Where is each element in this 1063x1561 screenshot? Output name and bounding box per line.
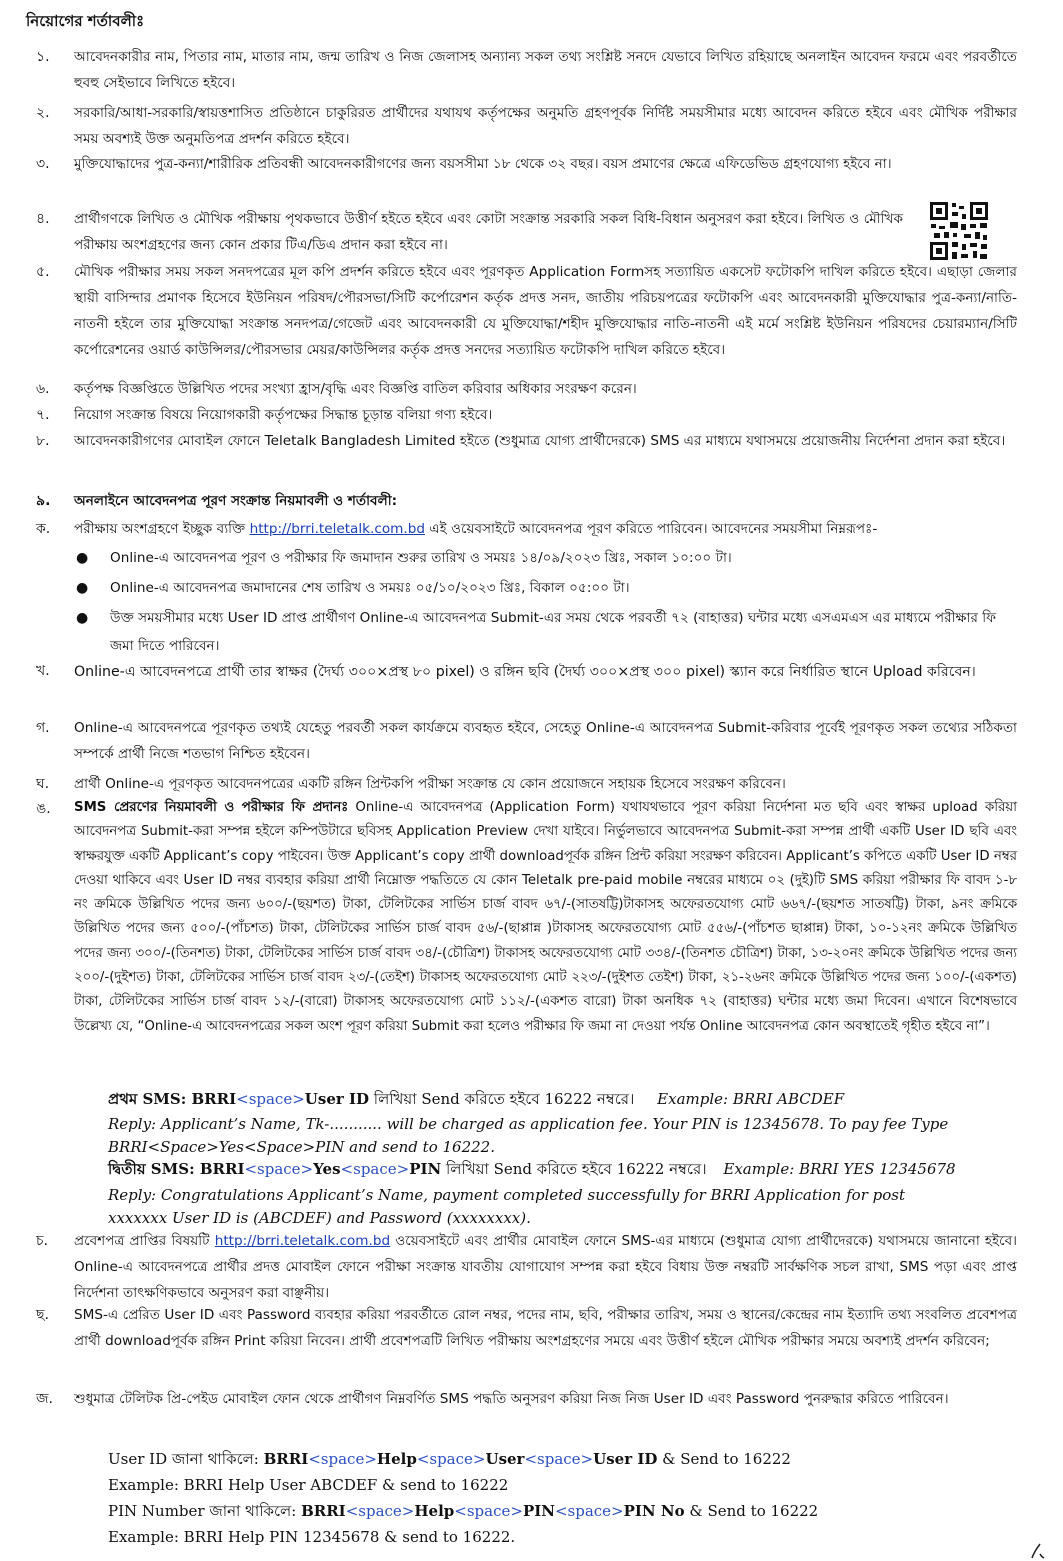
space-tag: <space> xyxy=(236,1090,305,1108)
item-number: ছ. xyxy=(36,1307,49,1323)
sms-keyword: PIN xyxy=(409,1160,442,1178)
item-text: Online-এ আবেদনপত্রে পূরণকৃত তথ্যই যেহেতু পরবর্তী সকল কার্যক্রমে ব্যবহৃত হইবে, সেহেতু Online-এ আবেদনপত্র Submit-করিবার পূর্বেই পূরণকৃত সকল তথ্যের সঠিকতা সম্পর্কে প্রার্থী নিজে শতভাগ নিশ্চিত হইবেন। xyxy=(74,720,1017,762)
item-text-part: ওয়েবসাইটে এবং প্রার্থীর মোবাইল ফোনে SMS-এর মাধ্যমে (শুধুমাত্র যোগ্য প্রার্থীদেরকে) যথাসময়ে জানানো হইবে। Online-এ আবেদনপত্রে প্রার্থীর প্রদত্ত মোবাইল ফোনে পরীক্ষা সংক্রান্ত যাবতীয় যোগাযোগ সম্পন্ন করা হইবে বিধায় উক্ত নম্বরটি সার্বক্ষণিক সচল রাখা, SMS পড়া এবং প্রাপ্ত নির্দেশনা তাৎক্ষণিকভাবে অনুসরণ করা বাঞ্ছনীয়। xyxy=(74,1233,1018,1301)
item-text: Online-এ আবেদনপত্রে প্রার্থী তার স্বাক্ষর (দৈর্ঘ্য ৩০০×প্রস্থ ৮০ pixel) ও রঙ্গিন ছবি (দৈর্ঘ্য ৩০০×প্রস্থ ৩০০ pixel) স্ক্যান করে নির্ধারিত স্থানে Upload করিবেন। xyxy=(74,664,976,680)
item-number: ৫. xyxy=(36,264,50,280)
sms-keyword: User ID xyxy=(593,1450,658,1468)
sms-rules-title: SMS প্রেরণের নিয়মাবলী ও পরীক্ষার ফি প্রদানঃ xyxy=(74,800,349,815)
item-text: প্রার্থীগণকে লিখিত ও মৌখিক পরীক্ষায় পৃথকভাবে উত্তীর্ণ হইতে হইবে এবং কোটা সংক্রান্ত সরকারি সকল বিধি-বিধান অনুসরণ করা হইবে। লিখিত ও মৌখিক পরীক্ষায় অংশগ্রহণের জন্য কোন প্রকার টিএ/ডিএ প্রদান করা হইবে না। xyxy=(74,211,903,253)
section-title: অনলাইনে আবেদনপত্র পূরণ সংক্রান্ত নিয়মাবলী ও শর্তাবলী: xyxy=(74,493,398,509)
space-tag: <space> xyxy=(454,1502,523,1520)
item-text: শুধুমাত্র টেলিটক প্রি-পেইড মোবাইল ফোন থেকে প্রার্থীগণ নিম্নবর্ণিত SMS পদ্ধতি অনুসরণ করিয়া নিজ নিজ User ID এবং Password পুনরুদ্ধার করিতে পারিবেন। xyxy=(74,1391,949,1407)
signature-mark-icon xyxy=(1028,1540,1048,1560)
qr-code-icon xyxy=(928,200,990,262)
first-sms-reply: Reply: Applicant’s Name, Tk-........... will be charged as application fee. Your PIN is 12345678. To pay fee Type BRRI<Space>Yes<Space>PIN and send to 16222. xyxy=(108,1115,949,1156)
item-number: গ. xyxy=(36,720,50,736)
item-number: ১. xyxy=(36,49,50,65)
recovery-pin-line xyxy=(108,1500,1023,1523)
bullet-text: Online-এ আবেদনপত্র জমাদানের শেষ তারিখ ও সময়ঃ ০৫/১০/২০২৩ খ্রিঃ, বিকাল ০৫:০০ টা। xyxy=(110,580,630,596)
sms-keyword: User ID xyxy=(304,1090,370,1108)
recovery-example: Example: BRRI Help PIN 12345678 & send to 16222. xyxy=(108,1528,516,1546)
sms-keyword: PIN xyxy=(522,1502,555,1520)
bullet-icon: ● xyxy=(76,580,89,596)
recovery-label: PIN Number জানা থাকিলে: xyxy=(108,1502,302,1520)
item-text: SMS-এ প্রেরিত User ID এবং Password ব্যবহার করিয়া পরবর্তীতে রোল নম্বর, পদের নাম, ছবি, পরীক্ষার তারিখ, সময় ও স্থানের/কেন্দ্রের নাম ইত্যাদি তথ্য সংবলিত প্রবেশপত্র প্রার্থী downloadপূর্বক রঙ্গিন Print করিয়া নিবেন। প্রার্থী প্রবেশপত্রটি লিখিত পরীক্ষায় অংশগ্রহণের সময়ে এবং উত্তীর্ণ হইলে মৌখিক পরীক্ষার সময়ে অবশ্যই প্রদর্শন করিবেন; xyxy=(74,1307,1017,1349)
item-text xyxy=(74,1228,1017,1306)
item-number: ৯. xyxy=(36,493,51,509)
second-sms-reply: Reply: Congratulations Applicant’s Name, payment completed successfully for BRRI Application for post xxxxxxx User ID is (ABCDEF) and Password (xxxxxxxx). xyxy=(108,1186,905,1227)
item-text: আবেদনকারীর নাম, পিতার নাম, মাতার নাম, জন্ম তারিখ ও নিজ জেলাসহ অন্যান্য সকল তথ্য সংশ্লিষ্ট সনদে যেভাবে লিখিত রহিয়াছে অনলাইন আবেদন ফরমে এবং পরবর্তীতে হুবহু সেইভাবে লিখিতে হইবে। xyxy=(74,49,1017,91)
sms-instruction: লিখিয়া Send করিতে হইবে 16222 নম্বরে। xyxy=(441,1160,707,1178)
space-tag: <space> xyxy=(308,1450,377,1468)
item-text: নিয়োগ সংক্রান্ত বিষয়ে নিয়োগকারী কর্তৃপক্ষের সিদ্ধান্ত চূড়ান্ত বলিয়া গণ্য হইবে। xyxy=(74,407,493,423)
item-number: খ. xyxy=(36,663,50,679)
item-number: ক. xyxy=(36,521,51,537)
space-tag: <space> xyxy=(345,1502,415,1520)
page-title: নিয়োগের শর্তাবলীঃ xyxy=(26,12,145,30)
bullet-text: Online-এ আবেদনপত্র পূরণ ও পরীক্ষার ফি জমাদান শুরুর তারিখ ও সময়ঃ ১৪/০৯/২০২৩ খ্রিঃ, সকাল ১০:০০ টা। xyxy=(110,550,732,566)
item-text: মুক্তিযোদ্ধাদের পুত্র-কন্যা/শারীরিক প্রতিবন্ধী আবেদনকারীগণের জন্য বয়সসীমা ১৮ থেকে ৩২ বছর। বয়স প্রমাণের ক্ষেত্রে এফিডেভিড গ্রহণযোগ্য হইবে না। xyxy=(74,156,892,172)
recovery-label: User ID জানা থাকিলে: xyxy=(108,1450,264,1468)
sms-keyword: BRRI xyxy=(301,1502,346,1520)
bullet-icon: ● xyxy=(76,550,89,566)
second-sms-line xyxy=(108,1158,1023,1181)
second-sms-label: দ্বিতীয় SMS: BRRI xyxy=(108,1160,245,1178)
space-tag: <space> xyxy=(340,1160,410,1178)
item-number: ৬. xyxy=(36,381,50,397)
sms-keyword: User xyxy=(485,1450,525,1468)
bullet-text: উক্ত সময়সীমার মধ্যে User ID প্রাপ্ত প্রার্থীগণ Online-এ আবেদনপত্র Submit-এর সময় থেকে পরবর্তী ৭২ (বাহাত্তর) ঘন্টার মধ্যে এসএমএস এর মাধ্যমে পরীক্ষার ফি জমা দিতে পারিবেন। xyxy=(110,610,997,654)
first-sms-label: প্রথম SMS: BRRI xyxy=(108,1090,237,1108)
item-number: ৮. xyxy=(36,433,50,449)
item-text-part: Online-এ আবেদনপত্র (Application Form) যথাযথভাবে পূরণ করিয়া নির্দেশনা মত ছবি এবং স্বাক্ষর upload করিয়া আবেদনপত্র Submit-করা সম্পন্ন হইলে কম্পিউটারে ছবিসহ Application Preview দেখা যাইবে। নির্ভুলভাবে আবেদনপত্র Submit-করা সম্পন্ন প্রার্থী একটি User ID ছবি এবং স্বাক্ষরযুক্ত একটি Applicant’s copy পাইবেন। উক্ত Applicant’s copy প্রার্থী downloadপূর্বক রঙ্গিন প্রিন্ট করিয়া সংরক্ষণ করিবেন। Applicant’s কপিতে একটি User ID নম্বর দেওয়া থাকিবে এবং User ID নম্বর ব্যবহার করিয়া প্রার্থী নিম্নোক্ত পদ্ধতিতে যে কোন Teletalk pre-paid mobile নম্বরের মাধ্যমে ০২ (দুই)টি SMS করিয়া পরীক্ষার ফি বাবদ ১-৮ নং ক্রমিকে উল্লিখিত পদের জন্য ৬০০/-(ছয়শত) টাকা, টেলিটকের সার্ভিস চার্জ বাবদ ৬৭/-(সাতষট্টি)টাকাসহ অফেরতযোগ্য মোট ৬৬৭/-(ছয়শত সাতষট্টি) টাকা, ৯নং ক্রমিকে উল্লিখিত পদের জন্য ৫০০/-(পাঁচশত) টাকা, টেলিটকের সার্ভিস চার্জ বাবদ ৫৬/-(ছাপ্পান্ন )টাকাসহ অফেরতযোগ্য মোট ৫৫৬/-(পাঁচশত ছাপ্পান্ন) টাকা, ১০-১২নং ক্রমিকে উল্লিখিত পদের জন্য ৩০০/-(তিনশত) টাকা, টেলিটকের সার্ভিস চার্জ বাবদ ৩৪/-(চৌত্রিশ) টাকাসহ অফেরতযোগ্য মোট ৩৩৪/-(তিনশত চৌত্রিশ) টাকা, ১৩-২০নং ক্রমিকে উল্লিখিত পদের জন্য ২০০/-(দুইশত) টাকা, টেলিটকের সার্ভিস চার্জ বাবদ ২৩/-(তেইশ) টাকাসহ অফেরতযোগ্য মোট ২২৩/-(দুইশত তেইশ) টাকা, ২১-২৬নং ক্রমিকে উল্লিখিত পদের জন্য ১০০/-(একশত) টাকা, টেলিটকের সার্ভিস চার্জ বাবদ ১২/-(বারো) টাকাসহ অফেরতযোগ্য মোট ১১২/-(একশত বারো) টাকা অনধিক ৭২ (বাহাত্তর) ঘন্টার মধ্যে জমা দিবেন। এখানে বিশেষভাবে উল্লেখ্য যে, “Online-এ আবেদনপত্রের সকল অংশ পূরণ করিয়া Submit করা হলেও পরীক্ষার ফি জমা না দেওয়া পর্যন্ত Online আবেদনপত্র কোন অবস্থাতেই গৃহীত হইবে না”। xyxy=(74,800,1017,1034)
recovery-example: Example: BRRI Help User ABCDEF & send to 16222 xyxy=(108,1476,509,1494)
item-text xyxy=(74,516,1017,542)
item-number: ৪. xyxy=(36,211,50,227)
item-text: সরকারি/আধা-সরকারি/স্বায়ত্তশাসিত প্রতিষ্ঠানে চাকুরিরত প্রার্থীদের যথাযথ কর্তৃপক্ষের অনুমতি গ্রহণপূর্বক নির্দিষ্ট সময়সীমার মধ্যে আবেদন করিতে হইবে এবং মৌখিক পরীক্ষার সময় অবশ্যই উক্ত অনুমতিপত্র প্রদর্শন করিতে হইবে। xyxy=(74,105,1017,147)
space-tag: <space> xyxy=(554,1502,624,1520)
website-link[interactable]: http://brri.teletalk.com.bd xyxy=(214,1233,391,1249)
website-link[interactable]: http://brri.teletalk.com.bd xyxy=(249,521,425,537)
item-text-part: পরীক্ষায় অংশগ্রহণে ইচ্ছুক ব্যক্তি xyxy=(74,521,250,537)
item-number: ঙ. xyxy=(36,801,51,817)
sms-example: Example: BRRI ABCDEF xyxy=(657,1090,845,1108)
space-tag: <space> xyxy=(244,1160,314,1178)
item-text-part: এই ওয়েবসাইটে আবেদনপত্র পূরণ করিতে পারিবেন। আবেদনের সময়সীমা নিম্নরূপঃ- xyxy=(424,521,878,537)
sms-example: Example: BRRI YES 12345678 xyxy=(723,1160,956,1178)
sms-keyword: Yes xyxy=(313,1160,341,1178)
item-text-part: প্রবেশপত্র প্রাপ্তির বিষয়টি xyxy=(74,1233,215,1249)
sms-instruction: & Send to 16222 xyxy=(657,1450,791,1468)
item-number: ৩. xyxy=(36,156,50,172)
sms-instruction: লিখিয়া Send করিতে হইবে 16222 নম্বরে। xyxy=(369,1090,635,1108)
bullet-icon: ● xyxy=(76,610,89,626)
sms-keyword: Help xyxy=(376,1450,417,1468)
sms-keyword: PIN No xyxy=(623,1502,685,1520)
item-text: প্রার্থী Online-এ পূরণকৃত আবেদনপত্রের একটি রঙ্গিন প্রিন্টকপি পরীক্ষা সংক্রান্ত যে কোন প্রয়োজনে সহায়ক হিসেবে সংরক্ষণ করিবেন। xyxy=(74,776,786,792)
space-tag: <space> xyxy=(524,1450,594,1468)
recovery-user-id-line xyxy=(108,1448,1023,1471)
item-number: ২. xyxy=(36,105,50,121)
item-number: ৭. xyxy=(36,407,50,423)
item-text xyxy=(74,796,1017,1039)
item-number: ঘ. xyxy=(36,776,50,792)
item-text: মৌখিক পরীক্ষার সময় সকল সনদপত্রের মূল কপি প্রদর্শন করিতে হইবে এবং পূরণকৃত Application Formসহ সত্যায়িত একসেট ফটোকপি দাখিল করিতে হইবে। এছাড়া জেলার স্থায়ী বাসিন্দার প্রমাণক হিসেবে ইউনিয়ন পরিষদ/পৌরসভা/সিটি কর্পোরেশন কর্তৃক প্রদত্ত সনদ, জাতীয় পরিচয়পত্রের ফটোকপি এবং আবেদনকারী মুক্তিযোদ্ধার পুত্র-কন্যা/নাতি-নাতনী হইলে তার মুক্তিযোদ্ধা সংক্রান্ত সনদপত্র/গেজেট এবং আবেদনকারী যে মুক্তিযোদ্ধা/শহীদ মুক্তিযোদ্ধার নাতি-নাতনী এই মর্মে সংশ্লিষ্ট ইউনিয়ন পরিষদের চেয়ারম্যান/সিটি কর্পোরেশনের ওয়ার্ড কাউন্সিলর/পৌরসভার মেয়র/কাউন্সিলর কর্তৃক প্রদত্ত সনদের সত্যায়িত ফটোকপি দাখিল করিতে হইবে। xyxy=(74,264,1017,358)
item-number: জ. xyxy=(36,1391,53,1407)
space-tag: <space> xyxy=(416,1450,486,1468)
sms-instruction: & Send to 16222 xyxy=(684,1502,819,1520)
sms-keyword: BRRI xyxy=(263,1450,309,1468)
item-text: কর্তৃপক্ষ বিজ্ঞপ্তিতে উল্লিখিত পদের সংখ্যা হ্রাস/বৃদ্ধি এবং বিজ্ঞপ্তি বাতিল করিবার অধিকার সংরক্ষণ করেন। xyxy=(74,381,637,397)
sms-keyword: Help xyxy=(414,1502,455,1520)
item-text: আবেদনকারীগণের মোবাইল ফোনে Teletalk Bangladesh Limited হইতে (শুধুমাত্র যোগ্য প্রার্থীদেরকে) SMS এর মাধ্যমে যথাসময়ে প্রয়োজনীয় নির্দেশনা প্রদান করা হইবে। xyxy=(74,433,1006,449)
first-sms-line xyxy=(108,1088,1023,1111)
item-number: চ. xyxy=(36,1233,49,1249)
